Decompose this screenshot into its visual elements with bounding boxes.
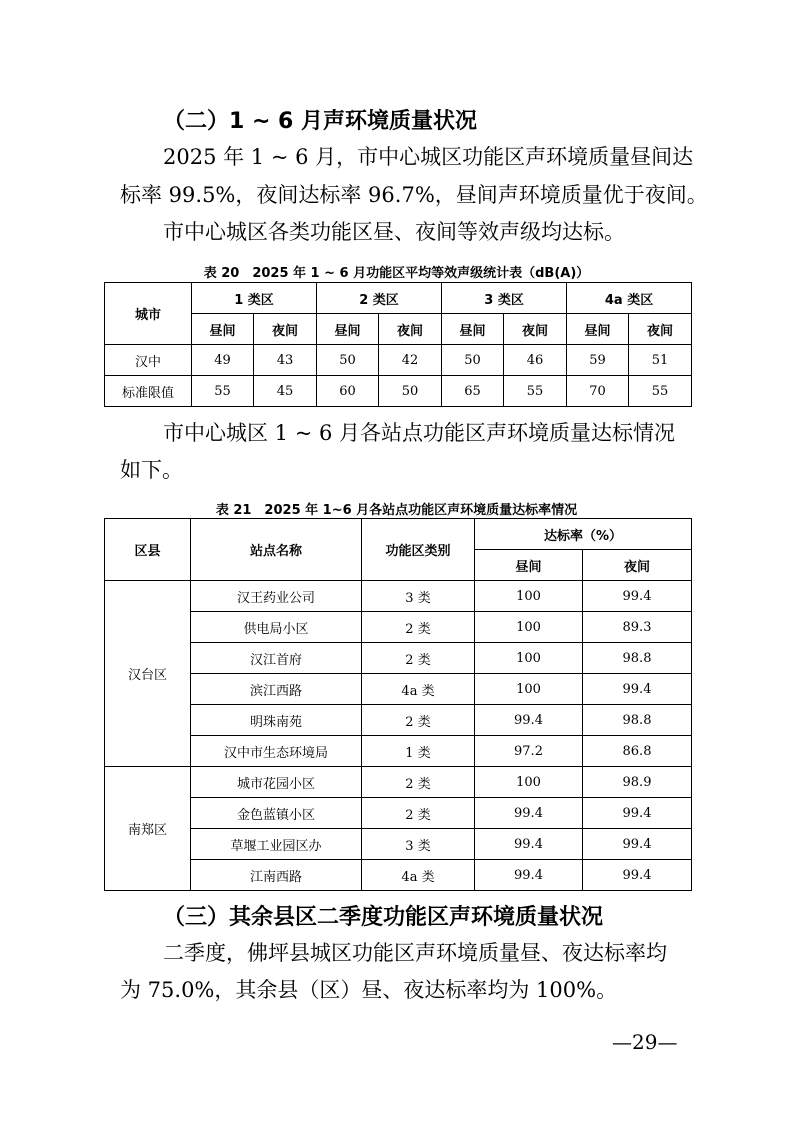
header-district: 区县 — [105, 519, 191, 581]
header-night: 夜间 — [379, 314, 442, 345]
paragraph-line: 标率 99.5%，夜间达标率 96.7%，昼间声环境质量优于夜间。 — [120, 183, 708, 207]
day-rate-cell: 97.2 — [475, 736, 583, 767]
header-day: 昼间 — [192, 314, 254, 345]
category-cell: 2 类 — [362, 705, 475, 736]
header-station: 站点名称 — [191, 519, 362, 581]
page-number: —29— — [612, 1030, 678, 1054]
category-cell: 2 类 — [362, 767, 475, 798]
header-group: 2 类区 — [317, 283, 442, 314]
category-cell: 2 类 — [362, 643, 475, 674]
paragraph-line: 如下。 — [120, 458, 183, 482]
table-row — [105, 376, 692, 407]
category-cell: 2 类 — [362, 612, 475, 643]
header-day: 昼间 — [442, 314, 504, 345]
night-rate-cell: 99.4 — [583, 829, 692, 860]
section-heading: （三）其余县区二季度功能区声环境质量状况 — [163, 905, 604, 930]
table-row — [105, 581, 692, 612]
category-cell: 4a 类 — [362, 674, 475, 705]
cell: 43 — [254, 345, 317, 376]
station-cell: 汉王药业公司 — [191, 581, 362, 612]
cell: 51 — [629, 345, 692, 376]
header-night: 夜间 — [504, 314, 567, 345]
cell: 50 — [379, 376, 442, 407]
day-rate-cell: 100 — [475, 643, 583, 674]
day-rate-cell: 100 — [475, 612, 583, 643]
section-heading: （二）1 ~ 6 月声环境质量状况 — [163, 109, 478, 134]
category-cell: 2 类 — [362, 798, 475, 829]
cell: 70 — [567, 376, 629, 407]
category-cell: 3 类 — [362, 829, 475, 860]
row-label: 汉中 — [105, 345, 192, 376]
table-row — [105, 612, 692, 643]
table-row — [105, 829, 692, 860]
table-caption: 表 21 2025 年 1~6 月各站点功能区声环境质量达标率情况 — [215, 503, 578, 518]
cell: 55 — [504, 376, 567, 407]
header-day: 昼间 — [567, 314, 629, 345]
day-rate-cell: 99.4 — [475, 798, 583, 829]
station-cell: 金色蓝镇小区 — [191, 798, 362, 829]
category-cell: 1 类 — [362, 736, 475, 767]
header-group: 1 类区 — [192, 283, 317, 314]
cell: 55 — [192, 376, 254, 407]
cell: 49 — [192, 345, 254, 376]
table-row — [105, 674, 692, 705]
cell: 59 — [567, 345, 629, 376]
table-row — [105, 860, 692, 891]
header-group: 4a 类区 — [567, 283, 692, 314]
station-cell: 汉江首府 — [191, 643, 362, 674]
night-rate-cell: 89.3 — [583, 612, 692, 643]
header-rate: 达标率（%） — [475, 519, 692, 550]
night-rate-cell: 98.8 — [583, 643, 692, 674]
table-row — [105, 705, 692, 736]
cell: 45 — [254, 376, 317, 407]
day-rate-cell: 99.4 — [475, 829, 583, 860]
row-label: 标准限值 — [105, 376, 192, 407]
night-rate-cell: 86.8 — [583, 736, 692, 767]
day-rate-cell: 99.4 — [475, 705, 583, 736]
table-row — [105, 798, 692, 829]
cell: 55 — [629, 376, 692, 407]
header-city: 城市 — [105, 283, 192, 345]
cell: 65 — [442, 376, 504, 407]
header-category: 功能区类别 — [362, 519, 475, 581]
header-day: 昼间 — [475, 550, 583, 581]
table-caption: 表 20 2025 年 1 ~ 6 月功能区平均等效声级统计表（dB(A)） — [203, 266, 590, 281]
table-noise-levels — [104, 282, 692, 407]
cell: 46 — [504, 345, 567, 376]
day-rate-cell: 100 — [475, 581, 583, 612]
table-station-rates — [104, 518, 692, 891]
station-cell: 滨江西路 — [191, 674, 362, 705]
table-row — [105, 643, 692, 674]
paragraph-line: 为 75.0%，其余县（区）昼、夜达标率均为 100%。 — [120, 978, 618, 1002]
table-row — [105, 767, 692, 798]
header-day: 昼间 — [317, 314, 379, 345]
night-rate-cell: 99.4 — [583, 674, 692, 705]
header-group: 3 类区 — [442, 283, 567, 314]
district-cell: 汉台区 — [105, 581, 191, 767]
station-cell: 汉中市生态环境局 — [191, 736, 362, 767]
cell: 50 — [317, 345, 379, 376]
station-cell: 江南西路 — [191, 860, 362, 891]
paragraph-line: 二季度，佛坪县城区功能区声环境质量昼、夜达标率均 — [163, 941, 667, 965]
station-cell: 供电局小区 — [191, 612, 362, 643]
night-rate-cell: 98.9 — [583, 767, 692, 798]
night-rate-cell: 98.8 — [583, 705, 692, 736]
day-rate-cell: 100 — [475, 767, 583, 798]
station-cell: 城市花园小区 — [191, 767, 362, 798]
paragraph-line: 市中心城区 1 ~ 6 月各站点功能区声环境质量达标情况 — [163, 421, 676, 445]
header-night: 夜间 — [583, 550, 692, 581]
paragraph: 市中心城区各类功能区昼、夜间等效声级均达标。 — [163, 220, 625, 244]
day-rate-cell: 100 — [475, 674, 583, 705]
header-night: 夜间 — [629, 314, 692, 345]
cell: 50 — [442, 345, 504, 376]
category-cell: 4a 类 — [362, 860, 475, 891]
night-rate-cell: 99.4 — [583, 860, 692, 891]
night-rate-cell: 99.4 — [583, 798, 692, 829]
day-rate-cell: 99.4 — [475, 860, 583, 891]
table-row — [105, 345, 692, 376]
station-cell: 明珠南苑 — [191, 705, 362, 736]
header-night: 夜间 — [254, 314, 317, 345]
paragraph-line: 2025 年 1 ~ 6 月，市中心城区功能区声环境质量昼间达 — [163, 145, 694, 169]
table-row — [105, 736, 692, 767]
station-cell: 草堰工业园区办 — [191, 829, 362, 860]
category-cell: 3 类 — [362, 581, 475, 612]
night-rate-cell: 99.4 — [583, 581, 692, 612]
cell: 42 — [379, 345, 442, 376]
district-cell: 南郑区 — [105, 767, 191, 891]
cell: 60 — [317, 376, 379, 407]
